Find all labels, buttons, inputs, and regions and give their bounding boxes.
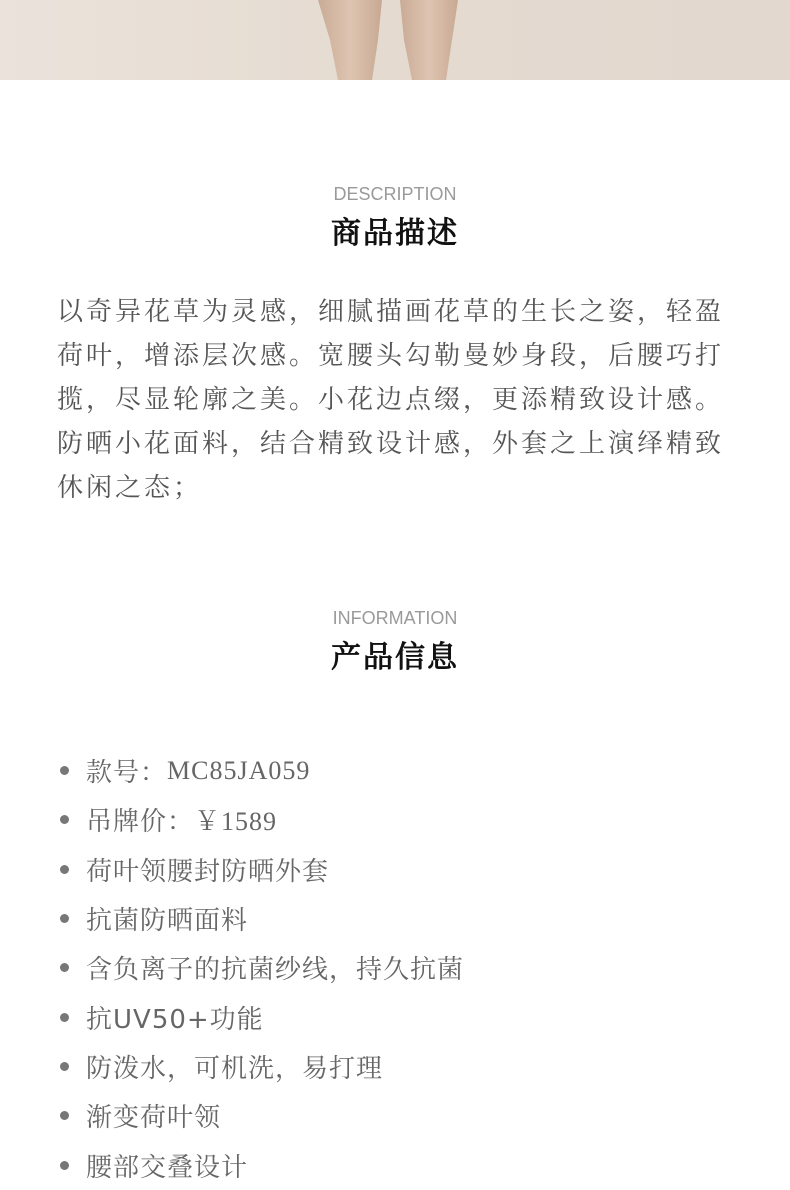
bullet-icon — [60, 963, 69, 972]
info-text: 抗菌防晒面料 — [86, 906, 249, 937]
list-item — [60, 1091, 760, 1140]
bullet-icon — [60, 1161, 69, 1170]
info-key: 款号： — [86, 758, 168, 789]
bullet-icon — [60, 815, 69, 824]
info-text: 抗UV50+功能 — [86, 1004, 264, 1035]
description-label: DESCRIPTION — [333, 184, 457, 204]
description-text: 以奇异花草为灵感，细腻描画花草的生长之姿，轻盈荷叶，增添层次感。宽腰头勾勒曼妙身段，后腰巧打揽，尽显轮廓之美。小花边点缀，更添精致设计感。防晒小花面料，结合精致设计感，外套之上演绎精致休闲之态； — [57, 297, 725, 503]
list-item — [60, 943, 760, 992]
style-number-value: MC85JA059 — [167, 755, 311, 785]
info-text: 含负离子的抗菌纱线，持久抗菌 — [86, 955, 465, 986]
bullet-icon — [60, 914, 69, 923]
information-title: 产品信息 — [331, 640, 459, 675]
bullet-icon — [60, 1062, 69, 1071]
product-photo — [0, 0, 790, 80]
info-key: 吊牌价： — [86, 807, 195, 838]
info-text: 腰部交叠设计 — [86, 1152, 249, 1183]
info-text: 荷叶领腰封防晒外套 — [86, 856, 330, 887]
bullet-icon — [60, 1111, 69, 1120]
list-item — [60, 1140, 760, 1189]
list-item — [60, 845, 760, 894]
description-title: 商品描述 — [331, 216, 459, 251]
list-item — [60, 894, 760, 943]
list-item — [60, 992, 760, 1041]
info-text: 防泼水，可机洗，易打理 — [86, 1053, 384, 1084]
information-label: INFORMATION — [332, 608, 458, 628]
product-info-list — [60, 746, 760, 1190]
bullet-icon — [60, 865, 69, 874]
list-item-tag-price — [60, 795, 760, 844]
tag-price-value: ￥1589 — [194, 807, 278, 837]
list-item — [60, 1042, 760, 1091]
bullet-icon — [60, 1013, 69, 1022]
list-item-style-number — [60, 746, 760, 795]
bullet-icon — [60, 766, 69, 775]
info-text: 渐变荷叶领 — [86, 1103, 222, 1134]
